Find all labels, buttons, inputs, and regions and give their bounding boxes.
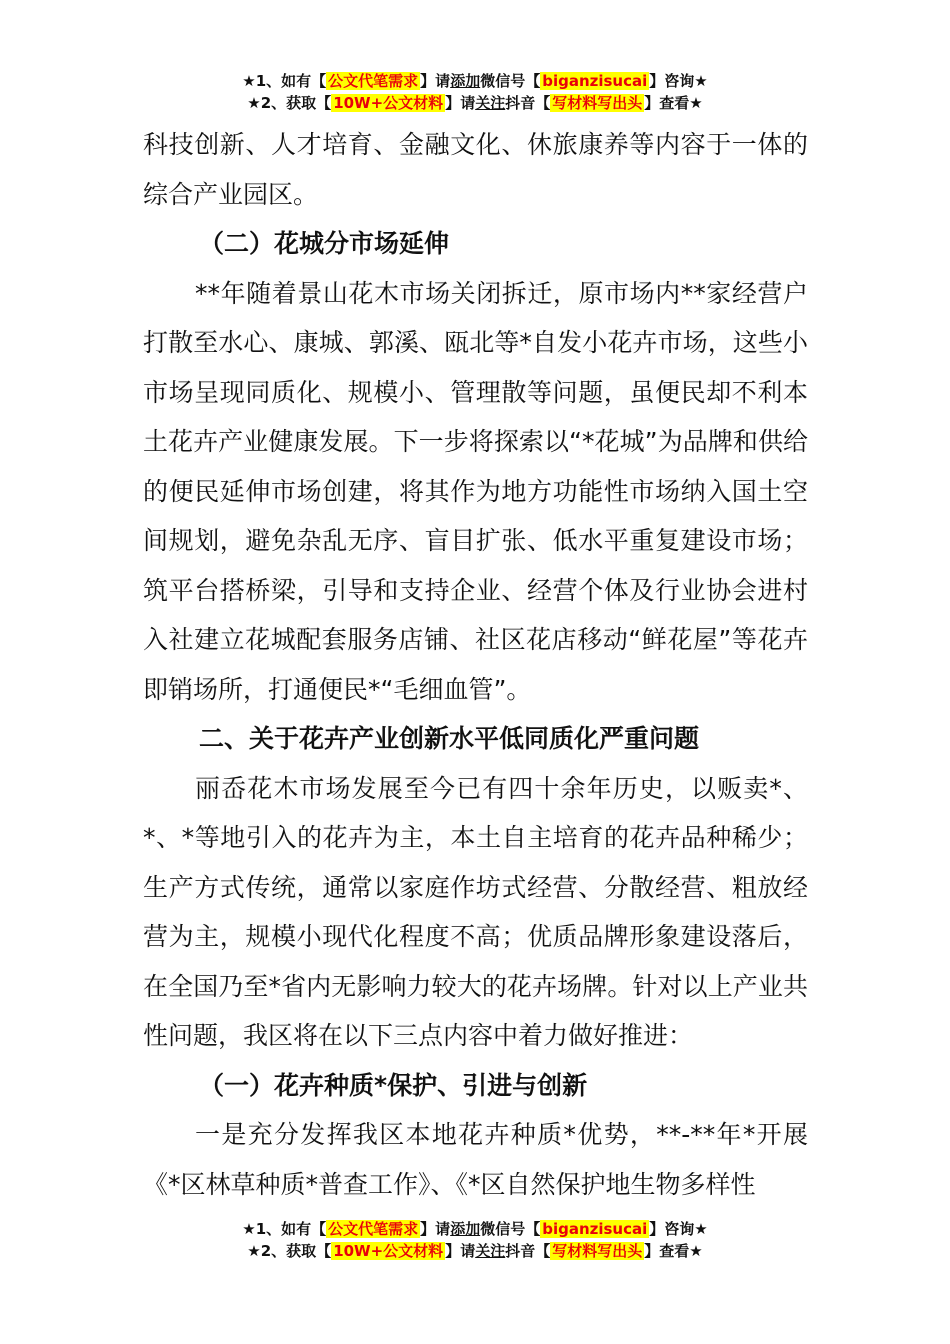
promo-text: 抖音【 [505, 94, 551, 112]
promo-text: 】查看★ [644, 1242, 703, 1260]
section-heading: （二）花城分市场延伸 [199, 229, 450, 258]
promo-banner-bottom [0, 1218, 950, 1262]
promo-line-1 [0, 1218, 950, 1240]
promo-text: 】查看★ [644, 94, 703, 112]
paragraph: **年随着景山花木市场关闭拆迁，原市场内**家经营户打散至水心、康城、郭溪、瓯北等*自发小花卉市场，这些小市场呈现同质化、规模小、管理散等问题，虽便民却不利本土花卉产业健康发展。下一步将探索以“*花城”为品牌和供给的便民延伸市场创建，将其作为地方功能性市场纳入国土空间规划，避免杂乱无序、盲目扩张、低水平重复建设市场；筑平台搭桥梁，引导和支持企业、经营个体及行业协会进村入社建立花城配套服务店铺、社区花店移动“鲜花屋”等花卉即销场所，打通便民*“毛细血管”。 [143, 278, 808, 704]
promo-highlight: biganzisucai [542, 1220, 648, 1238]
promo-highlight: 写材料写出头 [552, 1242, 643, 1260]
promo-text: ★2、获取【 [247, 1242, 332, 1260]
paragraph: 丽岙花木市场发展至今已有四十余年历史，以贩卖*、*、*等地引入的花卉为主，本土自主培育的花卉品种稀少；生产方式传统，通常以家庭作坊式经营、分散经营、粗放经营为主，规模小现代化程度不高；优质品牌形象建设落后，在全国乃至*省内无影响力较大的花卉场牌。针对以上产业共性问题，我区将在以下三点内容中着力做好推进： [143, 773, 808, 1050]
promo-text: ★2、获取【 [247, 94, 332, 112]
promo-text: 微信号【 [480, 1220, 541, 1238]
promo-line-2 [0, 1240, 950, 1262]
promo-underlined: 添加 [450, 72, 481, 90]
section-heading: （一）花卉种质*保护、引进与创新 [199, 1070, 588, 1100]
document-body [143, 120, 808, 1209]
promo-text: 】咨询★ [649, 1220, 708, 1238]
promo-highlight: 公文代笔需求 [328, 72, 419, 90]
promo-underlined: 关注 [475, 1242, 506, 1260]
paragraph: 一是充分发挥我区本地花卉种质*优势，**-**年*开展《*区林草种质*普查工作》、《*区自然保护地生物多样性 [143, 1120, 808, 1199]
promo-text: 】请 [445, 1242, 476, 1260]
promo-underlined: 添加 [450, 1220, 481, 1238]
promo-banner-top [0, 70, 950, 114]
promo-text: 】请 [445, 94, 476, 112]
promo-line-1 [0, 70, 950, 92]
promo-highlight: 公文代笔需求 [328, 1220, 419, 1238]
promo-text: 】请 [420, 72, 451, 90]
promo-text: ★1、如有【 [242, 1220, 327, 1238]
promo-text: 微信号【 [480, 72, 541, 90]
promo-highlight: biganzisucai [542, 72, 648, 90]
promo-highlight: 10W+公文材料 [333, 94, 444, 112]
promo-underlined: 关注 [475, 94, 506, 112]
promo-line-2 [0, 92, 950, 114]
promo-highlight: 写材料写出头 [552, 94, 643, 112]
promo-highlight: 10W+公文材料 [333, 1242, 444, 1260]
promo-text: 】咨询★ [649, 72, 708, 90]
promo-text: ★1、如有【 [242, 72, 327, 90]
paragraph-continued: 科技创新、人才培育、金融文化、休旅康养等内容于一体的综合产业园区。 [143, 130, 808, 209]
promo-text: 】请 [420, 1220, 451, 1238]
promo-text: 抖音【 [505, 1242, 551, 1260]
section-heading: 二、关于花卉产业创新水平低同质化严重问题 [199, 724, 700, 753]
